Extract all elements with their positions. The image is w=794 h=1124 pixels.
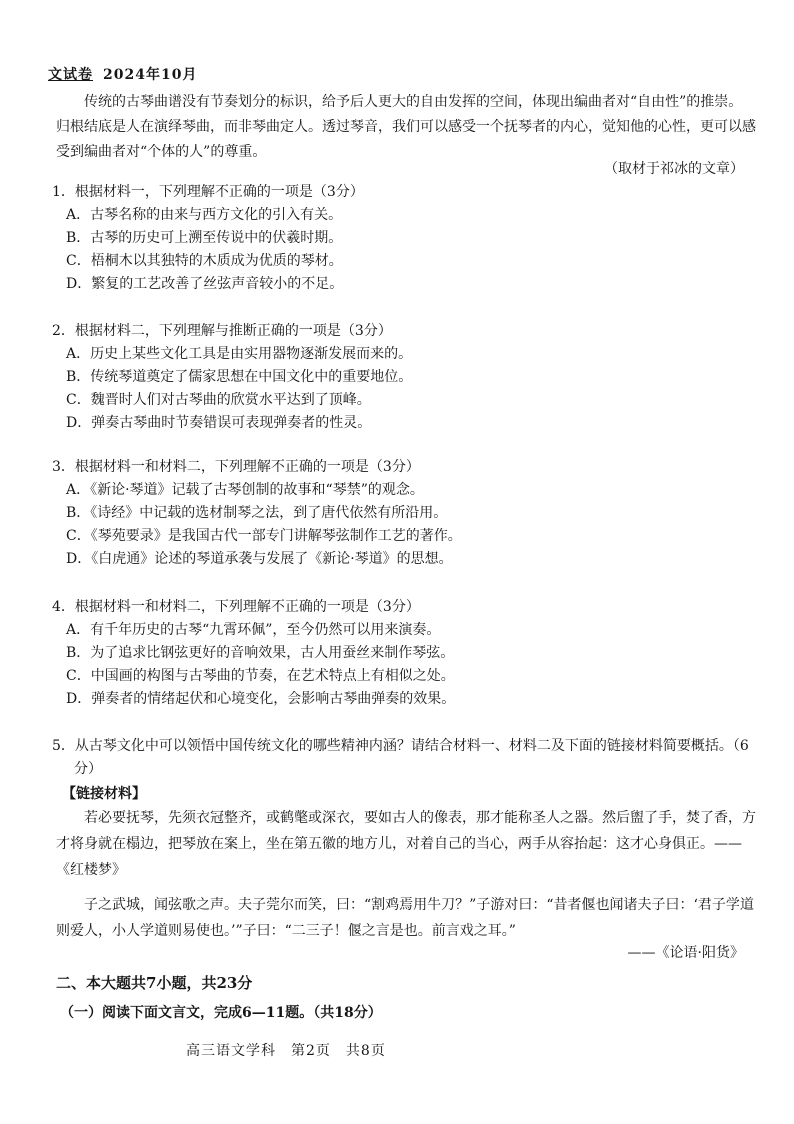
- quote-lunyu: 子之武城，闻弦歌之声。夫子莞尔而笑，曰：“割鸡焉用牛刀？”子游对曰：“昔者偃也闻诸夫子曰：‘君子学道则爱人，小人学道则易使也。’”子曰：“二三子！偃之言是也。前言戏之耳。”: [56, 897, 754, 939]
- option-a: A．有千年历史的古琴“九霄环佩”，至今仍然可以用来演奏。: [66, 622, 441, 638]
- question-5: [52, 735, 752, 781]
- option-d: D．《白虎通》论述的琴道承袭与发展了《新论·琴道》的思想。: [66, 551, 453, 567]
- option-c: C．魏晋时人们对古琴曲的欣赏水平达到了顶峰。: [66, 392, 371, 408]
- page-header: [48, 64, 197, 84]
- question-stem: 3．根据材料一和材料二，下列理解不正确的一项是（3分）: [52, 459, 420, 475]
- question-stem: 5．从古琴文化中可以领悟中国传统文化的哪些精神内涵？请结合材料一、材料二及下面的链接材料简要概括。（6分）: [52, 738, 749, 777]
- question-1: [52, 181, 752, 296]
- header-subject: 文试卷: [48, 67, 93, 83]
- quote-lunyu-source: ——《论语·阳货》: [627, 945, 744, 961]
- question-4: [52, 596, 752, 711]
- subsection-heading: （一）阅读下面文言文，完成6—11题。（共18分）: [60, 1005, 382, 1021]
- option-a: A．《新论·琴道》记载了古琴创制的故事和“琴禁”的观念。: [66, 482, 424, 498]
- option-c: C．梧桐木以其独特的木质成为优质的琴材。: [66, 253, 343, 269]
- option-b: B．古琴的历史可上溯至传说中的伏羲时期。: [66, 230, 343, 246]
- option-c: C．中国画的构图与古琴曲的节奏，在艺术特点上有相似之处。: [66, 668, 455, 684]
- question-stem: 2．根据材料二，下列理解与推断正确的一项是（3分）: [52, 323, 392, 339]
- option-a: A．古琴名称的由来与西方文化的引入有关。: [66, 207, 343, 223]
- option-b: B．为了追求比钢弦更好的音响效果，古人用蚕丝来制作琴弦。: [66, 645, 455, 661]
- question-stem: 4．根据材料一和材料二，下列理解不正确的一项是（3分）: [52, 599, 420, 615]
- intro-paragraph: 传统的古琴曲谱没有节奏划分的标识，给予后人更大的自由发挥的空间，体现出编曲者对“自由性”的推崇。归根结底是人在演绎琴曲，而非琴曲定人。透过琴音，我们可以感受一个抚琴者的内心，觉知他的心性，更可以感受到编曲者对“个体的人”的尊重。: [56, 94, 756, 160]
- header-date: 2024年10月: [103, 67, 198, 83]
- option-d: D．弹奏古琴曲时节奏错误可表现弹奏者的性灵。: [66, 415, 372, 431]
- question-3: [52, 456, 752, 571]
- link-material-title: 【链接材料】: [62, 786, 146, 802]
- question-stem: 1．根据材料一，下列理解不正确的一项是（3分）: [52, 184, 364, 200]
- question-2: [52, 320, 752, 435]
- option-b: B．传统琴道奠定了儒家思想在中国文化中的重要地位。: [66, 369, 413, 385]
- option-d: D．繁复的工艺改善了丝弦声音较小的不足。: [66, 276, 344, 292]
- option-d: D．弹奏者的情绪起伏和心境变化，会影响古琴曲弹奏的效果。: [66, 691, 456, 707]
- intro-source: （取材于祁冰的文章）: [604, 161, 744, 177]
- option-b: B．《诗经》中记载的选材制琴之法，到了唐代依然有所沿用。: [66, 505, 448, 521]
- page-footer: 高三语文学科 第2页 共8页: [186, 1043, 386, 1059]
- option-c: C．《琴苑要录》是我国古代一部专门讲解琴弦制作工艺的著作。: [66, 528, 462, 544]
- option-a: A．历史上某些文化工具是由实用器物逐渐发展而来的。: [66, 346, 413, 362]
- section-heading: 二、本大题共7小题，共23分: [56, 974, 253, 992]
- quote-honglou: 若必要抚琴，先须衣冠整齐，或鹤氅或深衣，要如古人的像表，那才能称圣人之器。然后盥了手，焚了香，方才将身就在榻边，把琴放在案上，坐在第五徽的地方儿，对着自己的当心，两手从容抬起：这才心身俱正。——《红楼梦》: [56, 810, 756, 878]
